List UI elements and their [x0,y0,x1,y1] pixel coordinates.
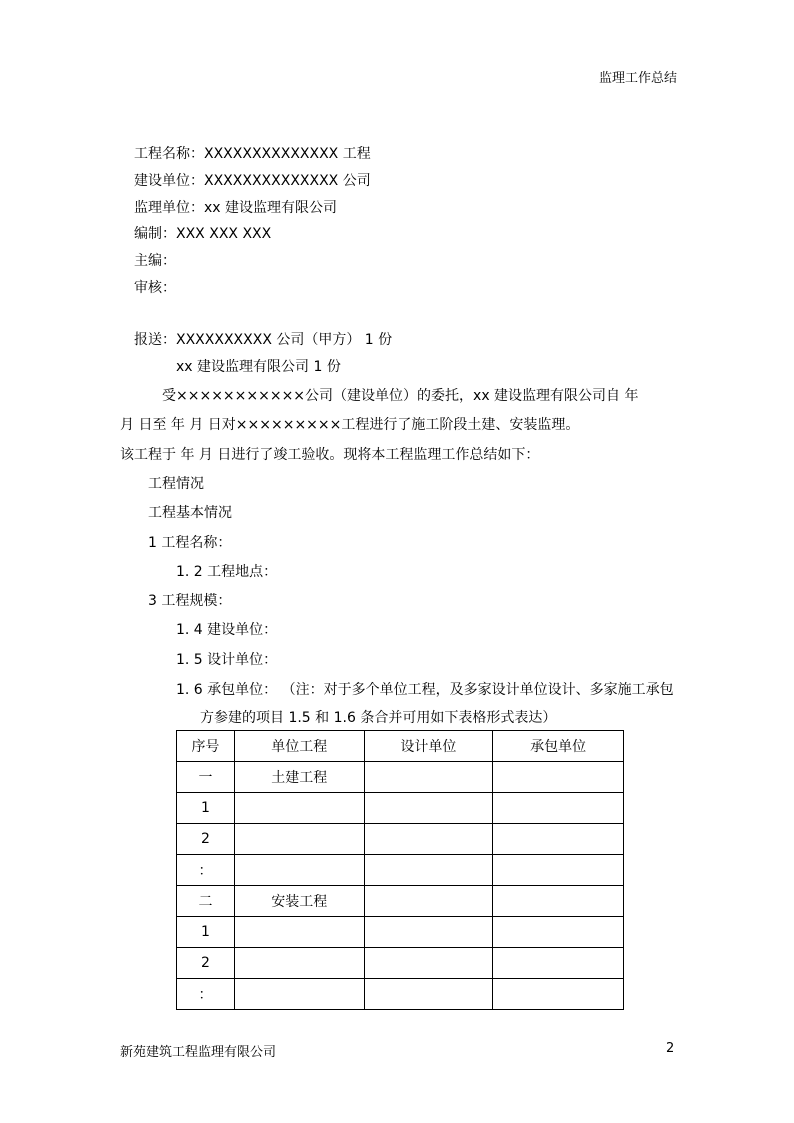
item-contractor-line-1: 1. 6 承包单位： （注：对于多个单位工程，及多家设计单位设计、多家施工承包 [176,682,674,698]
reviewer-line: 审核： [134,280,176,296]
intro-paragraph-line-3: 该工程于 年 月 日进行了竣工验收。现将本工程监理工作总结如下： [120,447,540,463]
item-design-unit: 1. 5 设计单位： [176,652,278,668]
table-cell [493,793,624,824]
table-cell [364,793,493,824]
table-cell: 2 [177,948,235,979]
item-contractor-line-2: 方参建的项目 1.5 和 1.6 条合并可用如下表格形式表达） [200,710,557,726]
intro-paragraph-line-1: 受×××××××××××公司（建设单位）的委托，xx 建设监理有限公司自 年 [162,388,639,404]
table-row [177,979,624,1010]
table-cell [234,979,364,1010]
table-row [177,886,624,917]
distribution-line-2: xx 建设监理有限公司 1 份 [176,359,341,375]
table-cell: 2 [177,824,235,855]
table-row [177,762,624,793]
section-heading-project: 工程情况 [148,476,204,492]
table-cell [364,948,493,979]
table-cell [493,824,624,855]
footer-company-name: 新苑建筑工程监理有限公司 [120,1045,277,1060]
table-cell: 1 [177,917,235,948]
table-cell [493,979,624,1010]
table-header-cell: 序号 [177,731,235,762]
unit-project-table [176,730,624,1010]
item-project-name: 1 工程名称： [148,535,232,551]
table-cell [234,948,364,979]
table-header-row [177,731,624,762]
table-cell [493,762,624,793]
chief-editor-line: 主编： [134,253,176,269]
table-header-cell: 承包单位 [493,731,624,762]
distribution-line-1: 报送：XXXXXXXXXX 公司（甲方） 1 份 [134,332,393,348]
table-cell: 1 [177,793,235,824]
table-row [177,824,624,855]
table-cell [234,917,364,948]
construction-unit-line: 建设单位：XXXXXXXXXXXXXX 公司 [134,173,371,189]
intro-paragraph-line-2: 月 日至 年 月 日对×××××××××工程进行了施工阶段土建、安装监理。 [120,417,580,433]
item-project-location: 1. 2 工程地点： [176,564,278,580]
table-cell: ： [177,855,235,886]
table-cell [364,855,493,886]
table-row [177,793,624,824]
table-cell: 土建工程 [234,762,364,793]
table-row [177,948,624,979]
table-cell [364,979,493,1010]
table-header-cell: 设计单位 [364,731,493,762]
section-heading-basic: 工程基本情况 [148,505,232,521]
table-cell [493,948,624,979]
item-construction-unit: 1. 4 建设单位： [176,622,278,638]
table-cell [234,793,364,824]
table-cell [493,917,624,948]
project-name-line: 工程名称：XXXXXXXXXXXXXX 工程 [134,146,371,162]
table-cell [364,762,493,793]
table-cell [493,855,624,886]
footer-page-number: 2 [666,1041,675,1056]
table-cell [234,855,364,886]
table-header-cell: 单位工程 [234,731,364,762]
supervision-unit-line: 监理单位：xx 建设监理有限公司 [134,200,338,216]
table-cell [234,824,364,855]
table-cell: 安装工程 [234,886,364,917]
page-header-title: 监理工作总结 [599,71,678,86]
compiled-by-line: 编制：XXX XXX XXX [134,226,272,242]
table-cell: ： [177,979,235,1010]
table-cell [364,917,493,948]
table-cell: 一 [177,762,235,793]
table-cell [364,824,493,855]
table-cell: 二 [177,886,235,917]
table-row [177,917,624,948]
table-row [177,855,624,886]
table-cell [493,886,624,917]
item-project-scale: 3 工程规模： [148,593,232,609]
table-cell [364,886,493,917]
